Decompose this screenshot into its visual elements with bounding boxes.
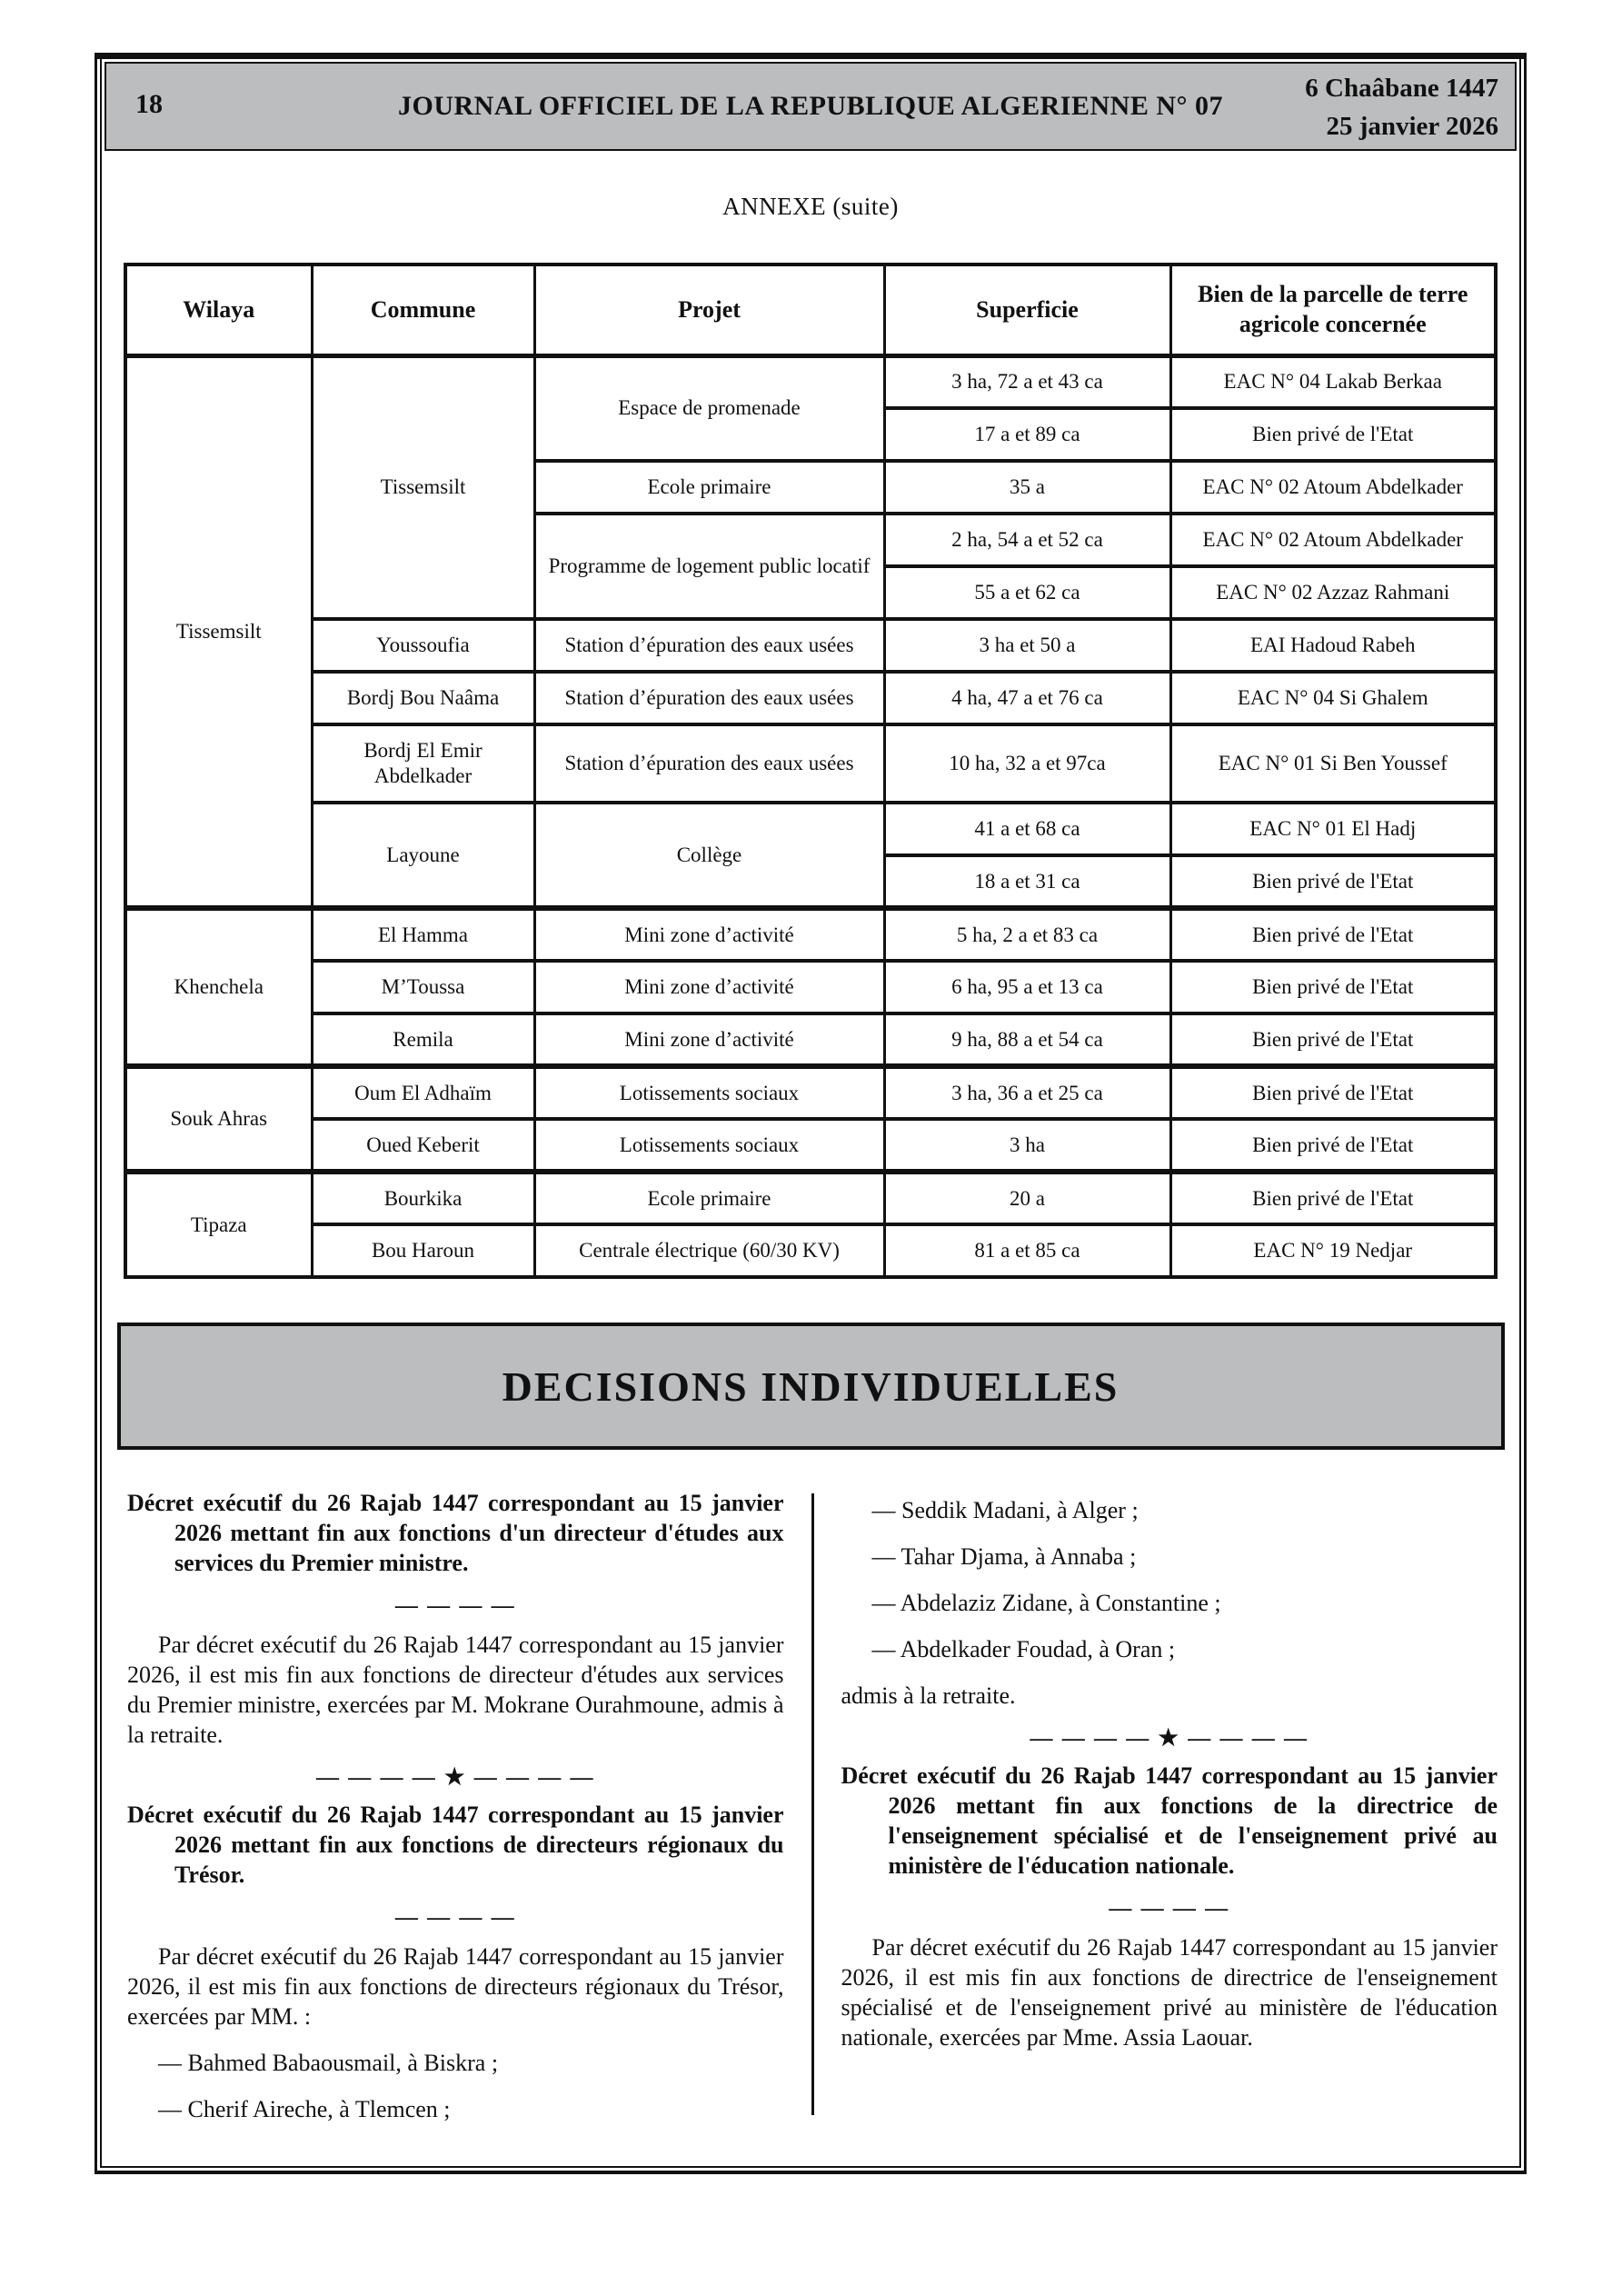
table-row: [125, 1013, 1496, 1066]
projet-cell: Collège: [534, 803, 884, 908]
superficie-cell: 10 ha, 32 a et 97ca: [884, 724, 1170, 803]
decree-heading: Décret exécutif du 26 Rajab 1447 correspondant au 15 janvier 2026 mettant fin aux fonctions d'un directeur d'études aux services du Premier ministre.: [127, 1490, 784, 1576]
wilaya-cell: Souk Ahras: [125, 1066, 312, 1172]
commune-cell: Oum El Adhaïm: [312, 1066, 534, 1119]
table-row: [125, 619, 1496, 672]
projet-cell: Ecole primaire: [534, 461, 884, 514]
commune-cell: Bourkika: [312, 1172, 534, 1224]
table-row: [125, 961, 1496, 1013]
journal-title: JOURNAL OFFICIEL DE LA REPUBLIQUE ALGERIENNE N° 07: [398, 91, 1223, 121]
decree-list-item: — Tahar Djama, à Annaba ;: [871, 1543, 1137, 1570]
date-gregorian: 25 janvier 2026: [1326, 112, 1498, 141]
wilaya-cell: Tissemsilt: [125, 355, 312, 908]
table-row: [125, 355, 1496, 408]
commune-cell: Bou Haroun: [312, 1224, 534, 1277]
table-row: [125, 1119, 1496, 1172]
projet-cell: Centrale électrique (60/30 KV): [534, 1224, 884, 1277]
table-row: [125, 672, 1496, 724]
table-row: [125, 1172, 1496, 1224]
projet-cell: Station d’épuration des eaux usées: [534, 619, 884, 672]
projet-cell: Mini zone d’activité: [534, 961, 884, 1013]
wilaya-cell: Khenchela: [125, 908, 312, 1066]
superficie-cell: 17 a et 89 ca: [884, 408, 1170, 461]
masthead: [104, 62, 1517, 151]
table-row: [125, 1224, 1496, 1277]
table-row: [125, 1066, 1496, 1119]
commune-cell: Remila: [312, 1013, 534, 1066]
decree-list-item: — Bahmed Babaousmail, à Biskra ;: [158, 2050, 499, 2076]
projet-cell: Mini zone d’activité: [534, 908, 884, 961]
projet-cell: Mini zone d’activité: [534, 1013, 884, 1066]
bien-cell: Bien privé de l'Etat: [1170, 855, 1496, 908]
bien-cell: EAC N° 02 Atoum Abdelkader: [1170, 461, 1496, 514]
superficie-cell: 3 ha, 36 a et 25 ca: [884, 1066, 1170, 1119]
projet-cell: Programme de logement public locatif: [534, 514, 884, 619]
superficie-cell: 18 a et 31 ca: [884, 855, 1170, 908]
page-frame-inner: [100, 59, 1521, 2168]
decree-body: Par décret exécutif du 26 Rajab 1447 correspondant au 15 janvier 2026, il est mis fin aux fonctions de directeurs régionaux du Trésor, exercées par MM. :: [127, 1943, 784, 2030]
decree-heading: Décret exécutif du 26 Rajab 1447 correspondant au 15 janvier 2026 mettant fin aux fonctions de la directrice de l'enseignement spécialisé et de l'enseignement privé au ministère de l'éducation nationale.: [841, 1762, 1498, 1879]
column-header-wilaya: Wilaya: [125, 265, 312, 355]
bien-cell: Bien privé de l'Etat: [1170, 908, 1496, 961]
decree-heading: Décret exécutif du 26 Rajab 1447 correspondant au 15 janvier 2026 mettant fin aux fonctions de directeurs régionaux du Trésor.: [127, 1802, 784, 1888]
projet-cell: Station d’épuration des eaux usées: [534, 672, 884, 724]
separator-star: — — — — ★ — — — —: [1030, 1726, 1309, 1751]
superficie-cell: 35 a: [884, 461, 1170, 514]
date-hijri: 6 Chaâbane 1447: [1305, 74, 1498, 103]
left-column: [127, 1488, 784, 2124]
superficie-cell: 55 a et 62 ca: [884, 566, 1170, 619]
decree-body: Par décret exécutif du 26 Rajab 1447 correspondant au 15 janvier 2026, il est mis fin aux fonctions de directeur d'études aux services du Premier ministre, exercées par M. Mokrane Ourahmoune, admis à la retraite.: [127, 1632, 784, 1748]
column-header-superficie: Superficie: [884, 265, 1170, 355]
bien-cell: Bien privé de l'Etat: [1170, 1013, 1496, 1066]
decree-columns: [127, 1488, 1498, 2124]
decree-body: Par décret exécutif du 26 Rajab 1447 correspondant au 15 janvier 2026, il est mis fin aux fonctions de directrice de l'enseignement spécialisé et de l'enseignement privé au ministère de l'éducation nationale, exercées par Mme. Assia Laouar.: [841, 1934, 1498, 2051]
issue-dates: [1305, 69, 1498, 145]
bien-cell: EAC N° 02 Atoum Abdelkader: [1170, 514, 1496, 566]
decree-list-item: — Abdelkader Foudad, à Oran ;: [871, 1636, 1176, 1662]
separator-plain: — — — —: [1109, 1896, 1230, 1921]
superficie-cell: 2 ha, 54 a et 52 ca: [884, 514, 1170, 566]
bien-cell: EAC N° 19 Nedjar: [1170, 1224, 1496, 1277]
decree-list-item: — Seddik Madani, à Alger ;: [871, 1497, 1139, 1523]
bien-cell: Bien privé de l'Etat: [1170, 961, 1496, 1013]
wilaya-cell: Tipaza: [125, 1172, 312, 1277]
commune-cell: Layoune: [312, 803, 534, 908]
superficie-cell: 81 a et 85 ca: [884, 1224, 1170, 1277]
table-row: [125, 803, 1496, 855]
commune-cell: Tissemsilt: [312, 355, 534, 619]
commune-cell: M’Toussa: [312, 961, 534, 1013]
projet-cell: Lotissements sociaux: [534, 1119, 884, 1172]
separator-plain: — — — —: [394, 1593, 516, 1618]
annexe-table: [124, 263, 1498, 1279]
column-divider: [811, 1493, 814, 2115]
page-number: 18: [135, 89, 163, 119]
bien-cell: EAC N° 01 Si Ben Youssef: [1170, 724, 1496, 803]
bien-cell: Bien privé de l'Etat: [1170, 1119, 1496, 1172]
bien-cell: EAC N° 04 Si Ghalem: [1170, 672, 1496, 724]
commune-cell: Oued Keberit: [312, 1119, 534, 1172]
column-header-projet: Projet: [534, 265, 884, 355]
separator-star: — — — — ★ — — — —: [316, 1765, 595, 1790]
commune-cell: El Hamma: [312, 908, 534, 961]
separator-plain: — — — —: [394, 1905, 516, 1930]
bien-cell: EAC N° 01 El Hadj: [1170, 803, 1496, 855]
superficie-cell: 4 ha, 47 a et 76 ca: [884, 672, 1170, 724]
decree-list-item: — Cherif Aireche, à Tlemcen ;: [158, 2096, 451, 2122]
bien-cell: Bien privé de l'Etat: [1170, 1066, 1496, 1119]
projet-cell: Espace de promenade: [534, 355, 884, 461]
column-header-commune: Commune: [312, 265, 534, 355]
superficie-cell: 5 ha, 2 a et 83 ca: [884, 908, 1170, 961]
commune-cell: Bordj El Emir Abdelkader: [312, 724, 534, 803]
commune-cell: Youssoufia: [312, 619, 534, 672]
projet-cell: Lotissements sociaux: [534, 1066, 884, 1119]
bien-cell: EAC N° 04 Lakab Berkaa: [1170, 355, 1496, 408]
projet-cell: Station d’épuration des eaux usées: [534, 724, 884, 803]
bien-cell: EAI Hadoud Rabeh: [1170, 619, 1496, 672]
decree-closing: admis à la retraite.: [841, 1682, 1016, 1709]
table-row: [125, 908, 1496, 961]
annexe-title: ANNEXE (suite): [722, 193, 899, 220]
superficie-cell: 20 a: [884, 1172, 1170, 1224]
bien-cell: EAC N° 02 Azzaz Rahmani: [1170, 566, 1496, 619]
superficie-cell: 3 ha: [884, 1119, 1170, 1172]
superficie-cell: 6 ha, 95 a et 13 ca: [884, 961, 1170, 1013]
right-column: [841, 1488, 1498, 2124]
bien-cell: Bien privé de l'Etat: [1170, 408, 1496, 461]
table-row: [125, 724, 1496, 803]
superficie-cell: 41 a et 68 ca: [884, 803, 1170, 855]
projet-cell: Ecole primaire: [534, 1172, 884, 1224]
decisions-banner: [117, 1323, 1505, 1450]
superficie-cell: 3 ha, 72 a et 43 ca: [884, 355, 1170, 408]
superficie-cell: 9 ha, 88 a et 54 ca: [884, 1013, 1170, 1066]
column-header-bien: Bien de la parcelle de terre agricole concernée: [1170, 265, 1496, 355]
page-frame: [95, 53, 1527, 2174]
commune-cell: Bordj Bou Naâma: [312, 672, 534, 724]
table-header-row: [125, 265, 1496, 355]
bien-cell: Bien privé de l'Etat: [1170, 1172, 1496, 1224]
superficie-cell: 3 ha et 50 a: [884, 619, 1170, 672]
banner-title: DECISIONS INDIVIDUELLES: [502, 1363, 1119, 1410]
decree-list-item: — Abdelaziz Zidane, à Constantine ;: [871, 1590, 1221, 1616]
